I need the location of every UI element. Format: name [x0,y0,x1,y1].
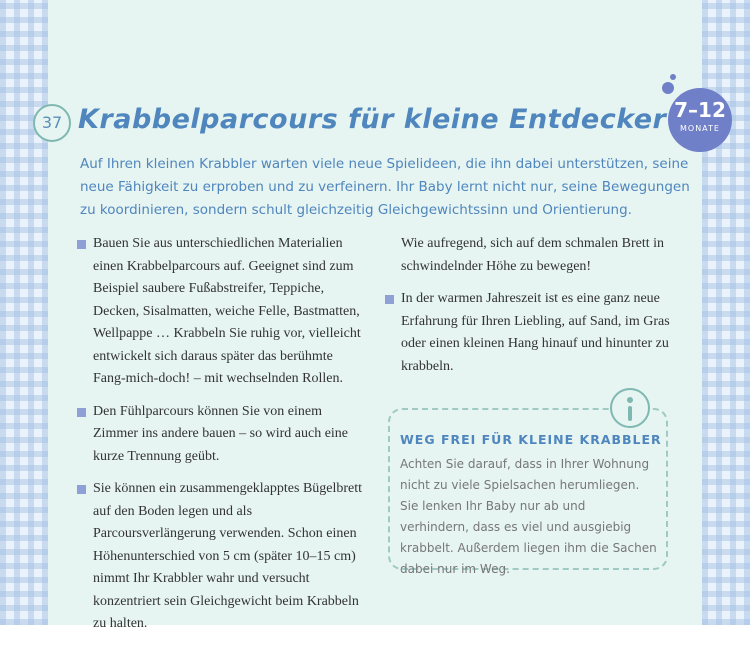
list-item [385,288,675,378]
age-unit: MONATE [680,124,720,133]
list-item-text: Sie können ein zusammengeklapptes Bügelbrett auf den Boden legen und als Parcoursverlängerung verwenden. Schon einen Höhenunterschied von 5 cm (später 10–15 cm) nimmt Ihr Krabbler wahr und versucht konzentriert sein Gleichgewicht beim Krabbeln zu halten. [93,481,363,631]
list-item-continuation: Wie aufregend, sich auf dem schmalen Brett in schwindelnder Höhe zu bewegen! [401,236,665,274]
info-box [388,408,668,576]
age-badge [668,88,732,152]
info-box-title: WEG FREI FÜR KLEINE KRABBLER [400,432,662,447]
list-item [77,401,367,469]
info-icon [610,388,650,428]
intro-text: Auf Ihren kleinen Krabbler warten viele neue Spielideen, die ihn dabei unterstützen, seine neue Fähigkeit zu erproben und zu verfeinern. Ihr Baby lernt nicht nur, seine Bewegungen zu koordinieren, sondern schult gleichzeitig Gleichgewichtssinn und Orientierung. [80,156,690,218]
info-icon-dot [627,397,633,403]
list-item [77,478,367,636]
list-item-text: Bauen Sie aus unterschiedlichen Materialien einen Krabbelparcours auf. Geeignet sind zum Beispiel saubere Fußabstreifer, Teppiche, Decken, Sisalmatten, weiche Felle, Bastmatten, Wellpappe … Krabbeln Sie ruhig vor, vielleicht entwickelt sich daraus später das berühmte Fang-mich-doch! – mit wechselnden Rollen. [93,236,361,386]
page-number-badge: 37 [33,104,71,142]
age-range: 7–12 [674,98,726,122]
square-bullet-icon [77,240,86,249]
page-title: Krabbelparcours für kleine Entdecker [78,104,667,135]
info-icon-stem [628,406,632,421]
badge-dot-large [662,82,674,94]
square-bullet-icon [385,295,394,304]
info-box-text: Achten Sie darauf, dass in Ihrer Wohnung nicht zu viele Spielsachen herumliegen. Sie lenken Ihr Baby nur ab und verhindern, dass es viel und ausgiebig krabbelt. Außerdem liegen ihm die Sachen dabei nur im Weg. [400,457,657,576]
square-bullet-icon [77,408,86,417]
right-column [385,233,675,388]
square-bullet-icon [77,485,86,494]
badge-dot-small [670,74,676,80]
list-item-text: In der warmen Jahreszeit ist es eine ganz neue Erfahrung für Ihren Liebling, auf Sand, im Gras oder einen kleinen Hang hinauf und hinunter zu krabbeln. [401,291,670,374]
left-column [77,233,367,646]
list-item [77,233,367,391]
gingham-border-left [0,0,48,625]
list-item-text: Den Fühlparcours können Sie von einem Zimmer ins andere bauen – so wird auch eine kurze Trennung geübt. [93,403,349,464]
